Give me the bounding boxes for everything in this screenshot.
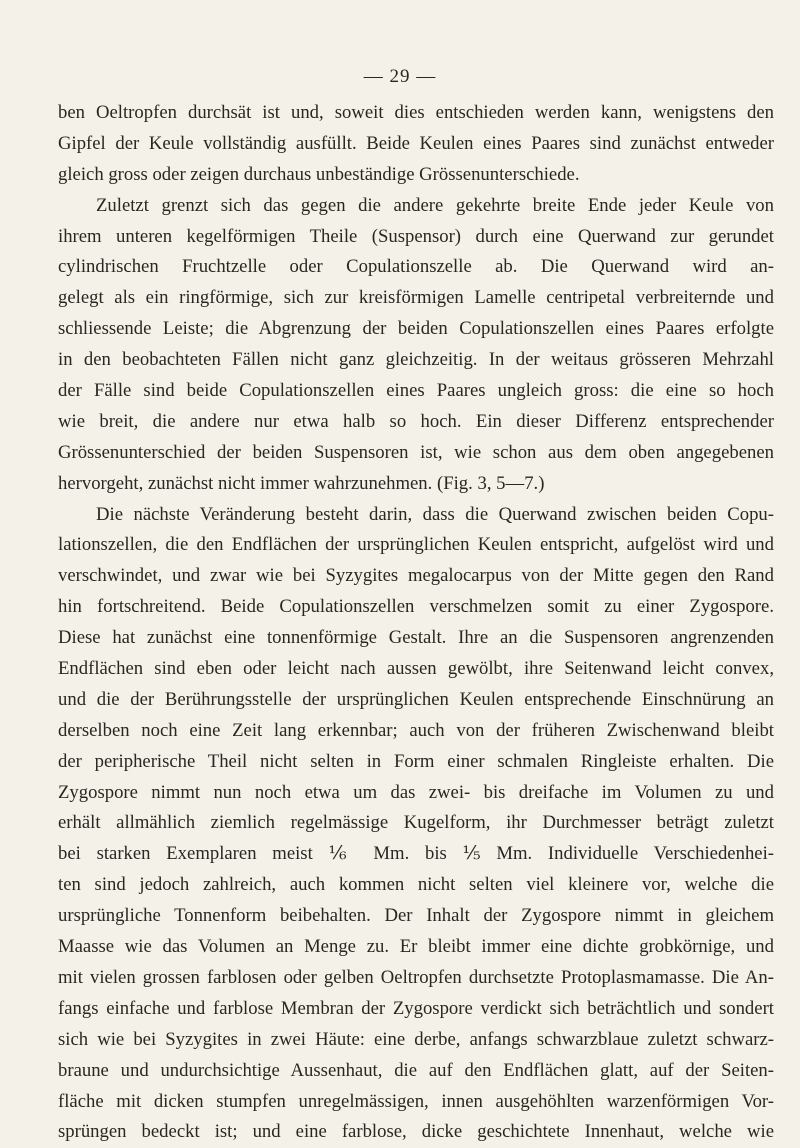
text-line: mit vielen grossen farblosen oder gelben Oeltropfen durchsetzte Protoplasmamasse. Die An- bbox=[58, 966, 774, 988]
text-line: Zygospore nimmt nun noch etwa um das zwei- bis dreifache im Volumen zu und bbox=[58, 781, 774, 803]
text-line: derselben noch eine Zeit lang erkennbar; auch von der früheren Zwischenwand bleibt bbox=[58, 719, 774, 741]
text-line: und die der Berührungsstelle der ursprünglichen Keulen entsprechende Einschnürung an bbox=[58, 688, 774, 710]
text-line: in den beobachteten Fällen nicht ganz gleichzeitig. In der weitaus grösseren Mehrzahl bbox=[58, 349, 774, 371]
text-line: cylindrischen Fruchtzelle oder Copulationszelle ab. Die Querwand wird an- bbox=[58, 256, 774, 278]
text-line: gleich gross oder zeigen durchaus unbeständige Grössenunterschiede. bbox=[58, 163, 580, 185]
text-line: fangs einfache und farblose Membran der Zygospore verdickt sich beträchtlich und sondert bbox=[58, 997, 774, 1019]
text-line: bei starken Exemplaren meist ⅙ Mm. bis ⅕ Mm. Individuelle Verschiedenhei- bbox=[58, 843, 774, 865]
text-line: Zuletzt grenzt sich das gegen die andere gekehrte breite Ende jeder Keule von bbox=[96, 194, 774, 216]
text-line: sprüngen bedeckt ist; und eine farblose, dicke geschichtete Innenhaut, welche wie bbox=[58, 1121, 774, 1143]
text-line: Endflächen sind eben oder leicht nach aussen gewölbt, ihre Seitenwand leicht convex, bbox=[58, 658, 774, 680]
text-line: verschwindet, und zwar wie bei Syzygites megalocarpus von der Mitte gegen den Rand bbox=[58, 565, 774, 587]
text-line: schliessende Leiste; die Abgrenzung der beiden Copulationszellen eines Paares erfolgte bbox=[58, 318, 774, 340]
text-line: der peripherische Theil nicht selten in Form einer schmalen Ringleiste erhalten. Die bbox=[58, 750, 774, 772]
text-line: braune und undurchsichtige Aussenhaut, die auf den Endflächen glatt, auf der Seiten- bbox=[58, 1059, 774, 1081]
text-line: ten sind jedoch zahlreich, auch kommen nicht selten viel kleinere vor, welche die bbox=[58, 874, 774, 896]
text-line: hin fortschreitend. Beide Copulationszellen verschmelzen somit zu einer Zygospore. bbox=[58, 596, 774, 618]
text-line: ursprüngliche Tonnenform beibehalten. Der Inhalt der Zygospore nimmt in gleichem bbox=[58, 905, 774, 927]
text-line: gelegt als ein ringförmige, sich zur kreisförmigen Lamelle centripetal verbreiternde und bbox=[58, 287, 774, 309]
page-number: — 29 — bbox=[363, 66, 437, 87]
text-line: wie breit, die andere nur etwa halb so hoch. Ein dieser Differenz entsprechender bbox=[58, 410, 774, 432]
text-line: hervorgeht, zunächst nicht immer wahrzunehmen. (Fig. 3, 5—7.) bbox=[58, 472, 545, 494]
text-line: fläche mit dicken stumpfen unregelmässigen, innen ausgehöhlten warzenförmigen Vor- bbox=[58, 1090, 774, 1112]
body-text bbox=[58, 98, 774, 1148]
text-line: Gipfel der Keule vollständig ausfüllt. Beide Keulen eines Paares sind zunächst entweder bbox=[58, 132, 774, 154]
text-line: Grössenunterschied der beiden Suspensoren ist, wie schon aus dem oben angegebenen bbox=[58, 441, 774, 463]
text-line: sich wie bei Syzygites in zwei Häute: eine derbe, anfangs schwarzblaue zuletzt schwarz- bbox=[58, 1028, 774, 1050]
text-line: Maasse wie das Volumen an Menge zu. Er bleibt immer eine dichte grobkörnige, und bbox=[58, 936, 774, 958]
text-line: Diese hat zunächst eine tonnenförmige Gestalt. Ihre an die Suspensoren angrenzenden bbox=[58, 627, 774, 649]
text-line: lationszellen, die den Endflächen der ursprünglichen Keulen entspricht, aufgelöst wird und bbox=[58, 534, 774, 556]
text-line: der Fälle sind beide Copulationszellen eines Paares ungleich gross: die eine so hoch bbox=[58, 380, 774, 402]
text-line: ben Oeltropfen durchsät ist und, soweit dies entschieden werden kann, wenigstens den bbox=[58, 102, 774, 123]
text-line: Die nächste Veränderung besteht darin, dass die Querwand zwischen beiden Copu- bbox=[96, 503, 774, 525]
text-line: ihrem unteren kegelförmigen Theile (Suspensor) durch eine Querwand zur gerundet bbox=[58, 225, 774, 247]
text-line: erhält allmählich ziemlich regelmässige Kugelform, ihr Durchmesser beträgt zuletzt bbox=[58, 812, 774, 834]
